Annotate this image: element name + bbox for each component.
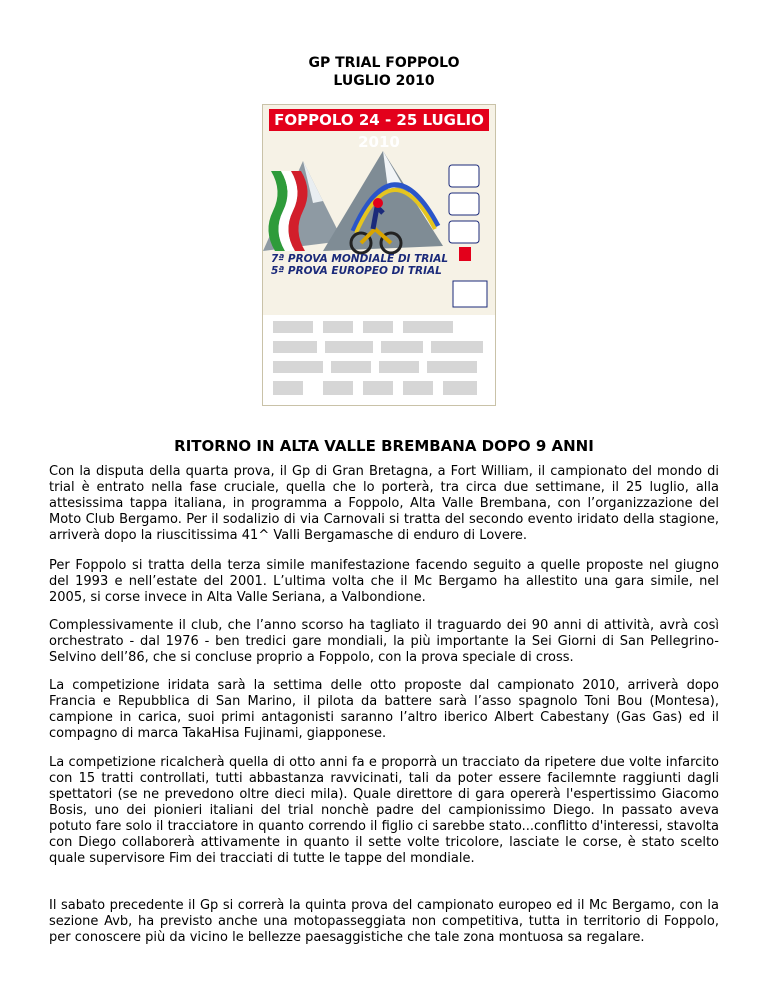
document-title: GP TRIAL FOPPOLO — [308, 55, 460, 71]
document-date: LUGLIO 2010 — [333, 73, 435, 89]
event-poster — [262, 104, 496, 406]
poster-line-mondiale: 7ª PROVA MONDIALE DI TRIAL — [271, 253, 449, 265]
paragraph: Complessivamente il club, che l’anno scorso ha tagliato il traguardo dei 90 anni di attività, avrà così orchestrato - dal 1976 - ben tredici gare mondiali, la più importante la Sei Giorni di San Pellegrino-Selvino dell’86, che si concluse proprio a Foppolo, con la prova speciale di cross. — [49, 618, 719, 665]
poster-banner: FOPPOLO 24 - 25 LUGLIO 2010 — [269, 109, 489, 131]
paragraph: Con la disputa della quarta prova, il Gp di Gran Bretagna, a Fort William, il campionato del mondo di trial è entrato nella fase cruciale, quella che lo porterà, tra circa due settimane, il 25 luglio, alla attesissima tappa italiana, in programma a Foppolo, Alta Valle Brembana, con l’organizzazione del Moto Club Bergamo. Per il sodalizio di via Carnovali si tratta del secondo evento iridato della stagione, arriverà dopo la riuscitissima 41^ Valli Bergamasche di enduro di Lovere. — [49, 464, 719, 543]
paragraph: Per Foppolo si tratta della terza simile manifestazione facendo seguito a quelle proposte nel giugno del 1993 e nell’estate del 2001. L’ultima volta che il Mc Bergamo ha allestito una gara simile, nel 2005, si corse invece in Alta Valle Seriana, a Valbondione. — [49, 558, 719, 605]
article-subtitle: RITORNO IN ALTA VALLE BREMBANA DOPO 9 ANNI — [174, 437, 594, 455]
paragraph: Il sabato precedente il Gp si correrà la quinta prova del campionato europeo ed il Mc Bergamo, con la sezione Avb, ha previsto anche una motopasseggiata non competitiva, tutta in territorio di Foppolo, per conoscere più da vicino le bellezze paesaggistiche che tale zona montuosa sa regalare. — [49, 898, 719, 945]
paragraph: La competizione ricalcherà quella di otto anni fa e proporrà un tracciato da ripetere due volte infarcito con 15 tratti controllati, tutti abbastanza ravvicinati, tali da poter essere facilemnte raggiunti dagli spettatori (se ne prevedono oltre dieci mila). Quale direttore di gara opererà l'espertissimo Giacomo Bosis, uno dei pionieri italiani del trial nonchè padre del campionissimo Diego. In passato aveva potuto fare solo il tracciatore in quanto correndo il figlio ci sarebbe stato...conflitto d'interessi, stavolta con Diego collaborerà attivamente in quanto il sette volte tricolore, lasciate le corse, è stato scelto quale supervisore Fim dei tracciati di tutte le tappe del mondiale. — [49, 755, 719, 866]
poster-line-europeo: 5ª PROVA EUROPEO DI TRIAL — [271, 265, 442, 277]
paragraph: La competizione iridata sarà la settima delle otto proposte dal campionato 2010, arriverà dopo Francia e Repubblica di San Marino, il pilota da battere sarà l’asso spagnolo Toni Bou (Montesa), campione in carica, suoi primi antagonisti saranno l’altro iberico Albert Cabestany (Gas Gas) ed il compagno di marca TakaHisa Fujinami, giapponese. — [49, 678, 719, 741]
